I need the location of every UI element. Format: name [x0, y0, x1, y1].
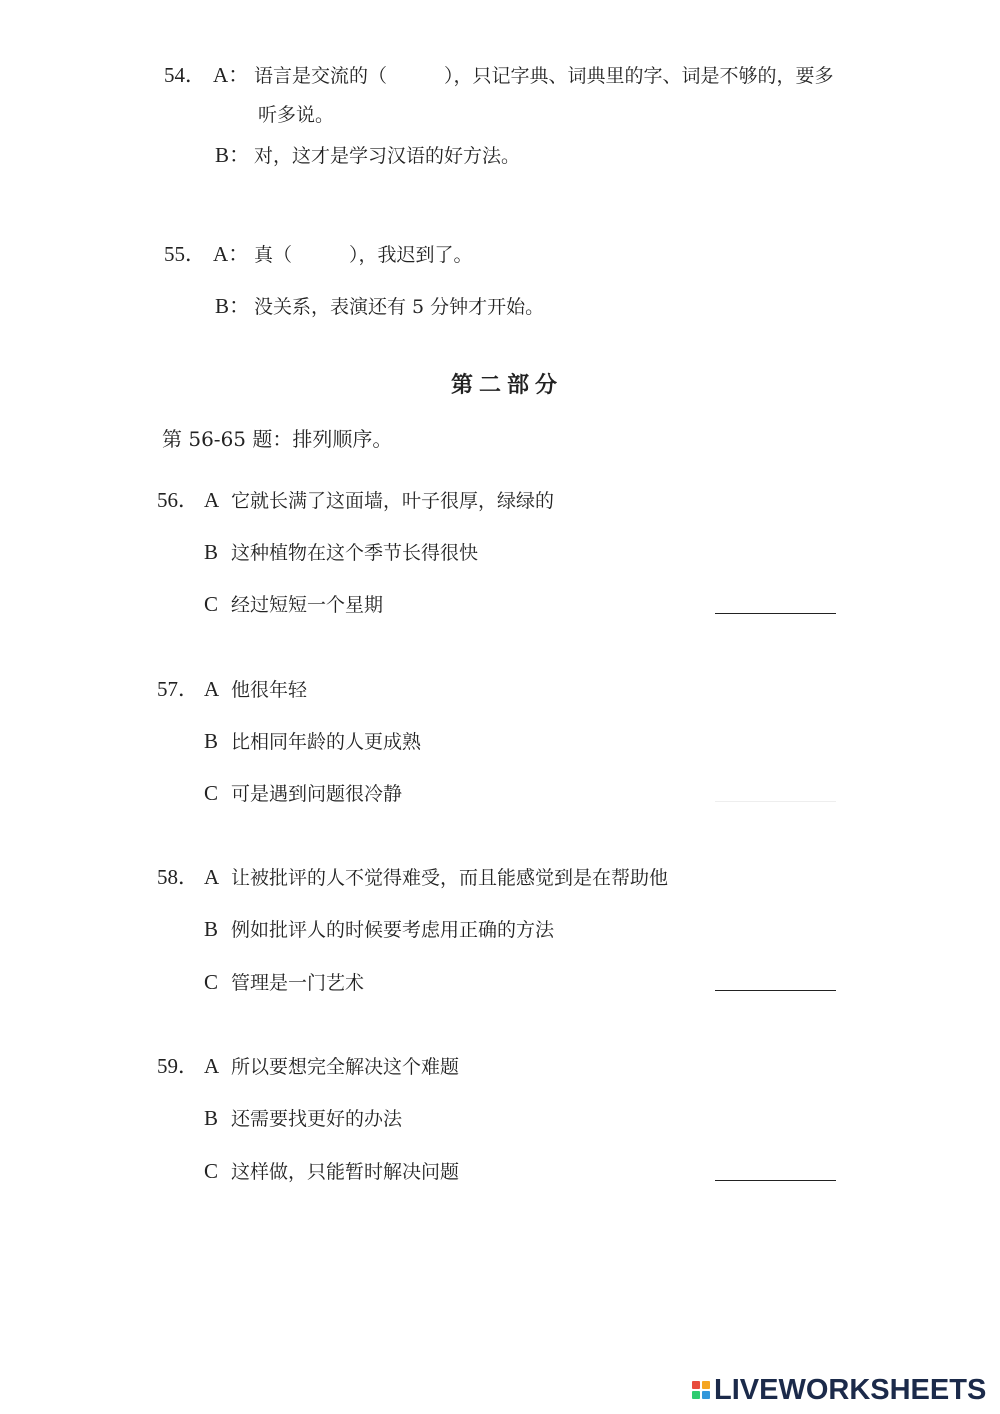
option-label: A	[204, 865, 220, 889]
answer-blank[interactable]	[715, 1180, 836, 1181]
speaker-b-label: B：	[215, 143, 251, 167]
question-number: 58．	[157, 865, 199, 889]
option-label: B	[204, 729, 219, 753]
instruction-text: 第 56-65 题：排列顺序。	[162, 427, 393, 451]
speaker-b-text: 没关系，表演还有 5 分钟才开始。	[254, 296, 545, 318]
question-number: 56．	[157, 488, 199, 512]
answer-blank[interactable]	[715, 613, 836, 614]
speaker-b-label: B：	[215, 294, 251, 318]
answer-blank[interactable]	[715, 990, 836, 991]
option-text: 这样做，只能暂时解决问题	[231, 1161, 460, 1183]
option-text: 所以要想完全解决这个难题	[231, 1056, 460, 1078]
option-label: B	[204, 540, 219, 564]
option-text: 经过短短一个星期	[231, 594, 384, 616]
question-number: 59．	[157, 1054, 199, 1078]
option-label: A	[204, 677, 220, 701]
liveworksheets-logo-icon	[692, 1381, 710, 1399]
logo-square-icon	[702, 1391, 710, 1399]
question-number: 57．	[157, 677, 199, 701]
option-label: A	[204, 488, 220, 512]
speaker-a-label: A：	[213, 242, 250, 266]
speaker-a-label: A：	[213, 63, 250, 87]
option-label: C	[204, 970, 219, 994]
option-label: A	[204, 1054, 220, 1078]
option-text: 管理是一门艺术	[231, 972, 365, 994]
option-label: C	[204, 1159, 219, 1183]
speaker-b-text: 对，这才是学习汉语的好方法。	[254, 145, 521, 167]
option-text: 他很年轻	[231, 679, 308, 701]
logo-square-icon	[702, 1381, 710, 1389]
option-label: C	[204, 592, 219, 616]
logo-square-icon	[692, 1381, 700, 1389]
question-number: 55．	[164, 242, 206, 266]
logo-text: LIVEWORKSHEETS	[714, 1373, 987, 1406]
speaker-a-text: 真（ ），我迟到了。	[254, 244, 473, 266]
speaker-a-text-cont: 听多说。	[258, 104, 335, 126]
speaker-a-text: 语言是交流的（ ），只记字典、词典里的字、词是不够的，要多	[254, 65, 834, 87]
option-text: 可是遇到问题很冷静	[231, 783, 403, 805]
liveworksheets-logo	[692, 1375, 986, 1405]
option-label: B	[204, 917, 219, 941]
question-number: 54．	[164, 63, 206, 87]
section-title: 第二部分	[451, 372, 564, 398]
logo-square-icon	[692, 1391, 700, 1399]
option-text: 让被批评的人不觉得难受，而且能感觉到是在帮助他	[231, 867, 669, 889]
option-text: 例如批评人的时候要考虑用正确的方法	[231, 919, 555, 941]
option-text: 这种植物在这个季节长得很快	[231, 542, 479, 564]
option-text: 比相同年龄的人更成熟	[231, 731, 422, 753]
option-label: B	[204, 1106, 219, 1130]
option-text: 还需要找更好的办法	[231, 1108, 403, 1130]
option-text: 它就长满了这面墙，叶子很厚，绿绿的	[231, 490, 555, 512]
option-label: C	[204, 781, 219, 805]
answer-blank[interactable]	[715, 801, 836, 802]
